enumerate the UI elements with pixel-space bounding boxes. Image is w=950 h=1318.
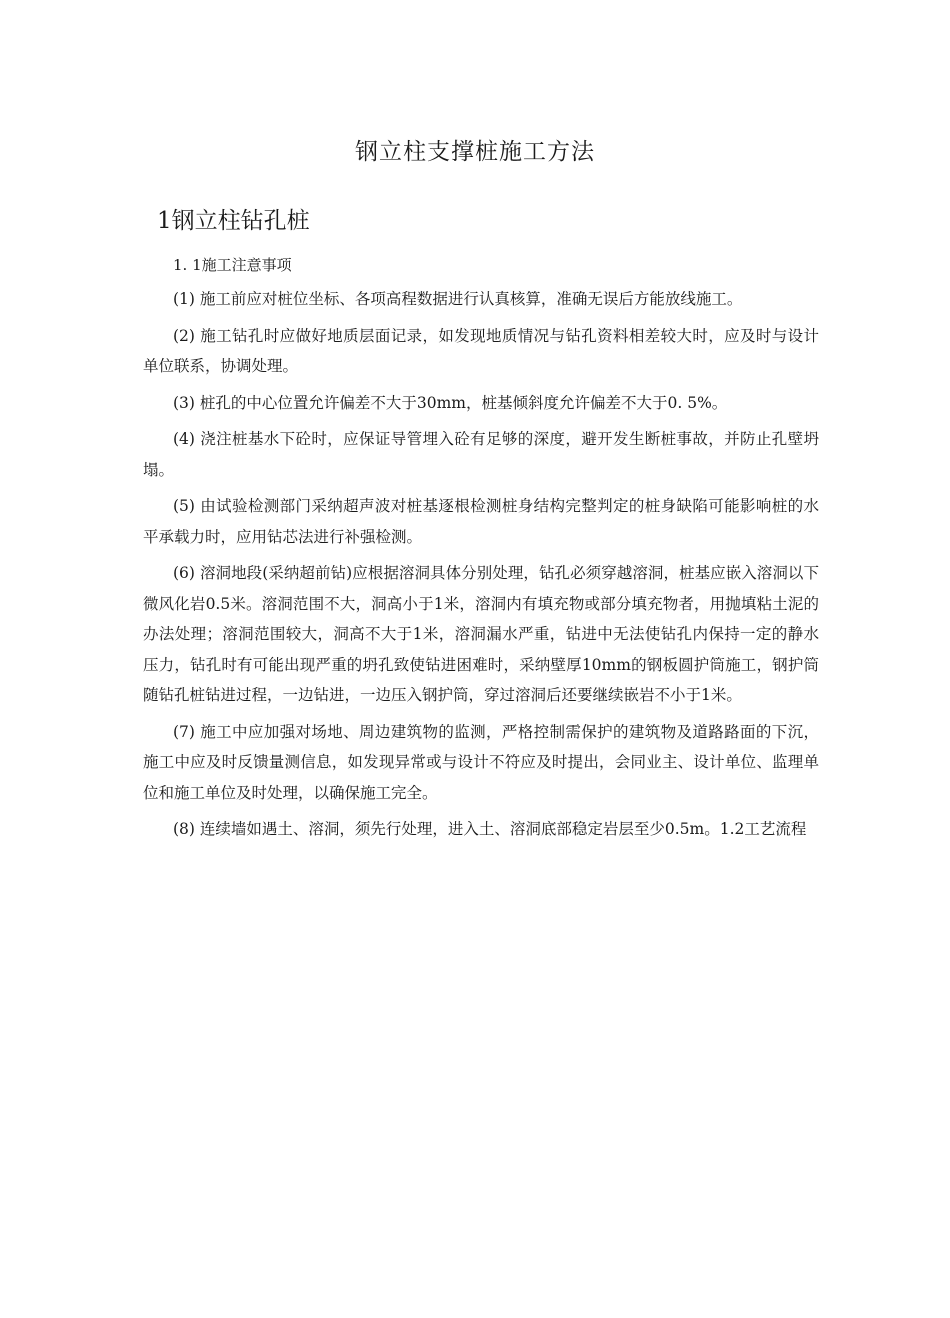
- paragraph-1: (1) 施工前应对桩位坐标、各项高程数据进行认真核算，准确无误后方能放线施工。: [173, 290, 743, 308]
- document-title: 钢立柱支撑桩施工方法: [355, 139, 595, 165]
- section-heading: 1钢立柱钻孔桩: [157, 208, 310, 234]
- paragraph-3: (3) 桩孔的中心位置允许偏差不大于30mm，桩基倾斜度允许偏差不大于0. 5%。: [173, 393, 728, 412]
- paragraph-6: (6) 溶洞地段(采纳超前钻)应根据溶洞具体分别处理，钻孔必须穿越溶洞，桩基应嵌入溶洞以下微风化岩0.5米。溶洞范围不大，洞高小于1米，溶洞内有填充物或部分填充物者，用抛填粘土泥的办法处理；溶洞范围较大，洞高不大于1米，溶洞漏水严重，钻进中无法使钻孔内保持一定的静水压力，钻孔时有可能出现严重的坍孔致使钻进困难时，采纳壁厚10mm的钢板圆护筒施工，钢护筒随钻孔桩钻进过程，一边钻进，一边压入钢护筒，穿过溶洞后还要继续嵌岩不小于1米。: [143, 564, 819, 704]
- document-body: [143, 284, 819, 845]
- paragraph-8: (8) 连续墙如遇土、溶洞，须先行处理，进入土、溶洞底部稳定岩层至少0.5m。1.2工艺流程: [173, 820, 807, 838]
- paragraph-2: (2) 施工钻孔时应做好地质层面记录，如发现地质情况与钻孔资料相差较大时，应及时与设计单位联系，协调处理。: [143, 326, 819, 375]
- paragraph-5: (5) 由试验检测部门采纳超声波对桩基逐根检测桩身结构完整判定的桩身缺陷可能影响桩的水平承载力时，应用钻芯法进行补强检测。: [143, 497, 819, 546]
- paragraph-7: (7) 施工中应加强对场地、周边建筑物的监测，严格控制需保护的建筑物及道路路面的下沉，施工中应及时反馈量测信息，如发现异常或与设计不符应及时提出，会同业主、设计单位、监理单位和施工单位及时处理，以确保施工完全。: [143, 722, 819, 802]
- subsection-heading: 1. 1施工注意事项: [173, 256, 292, 274]
- paragraph-4: (4) 浇注桩基水下砼时，应保证导管埋入砼有足够的深度，避开发生断桩事故，并防止孔壁坍塌。: [143, 430, 819, 479]
